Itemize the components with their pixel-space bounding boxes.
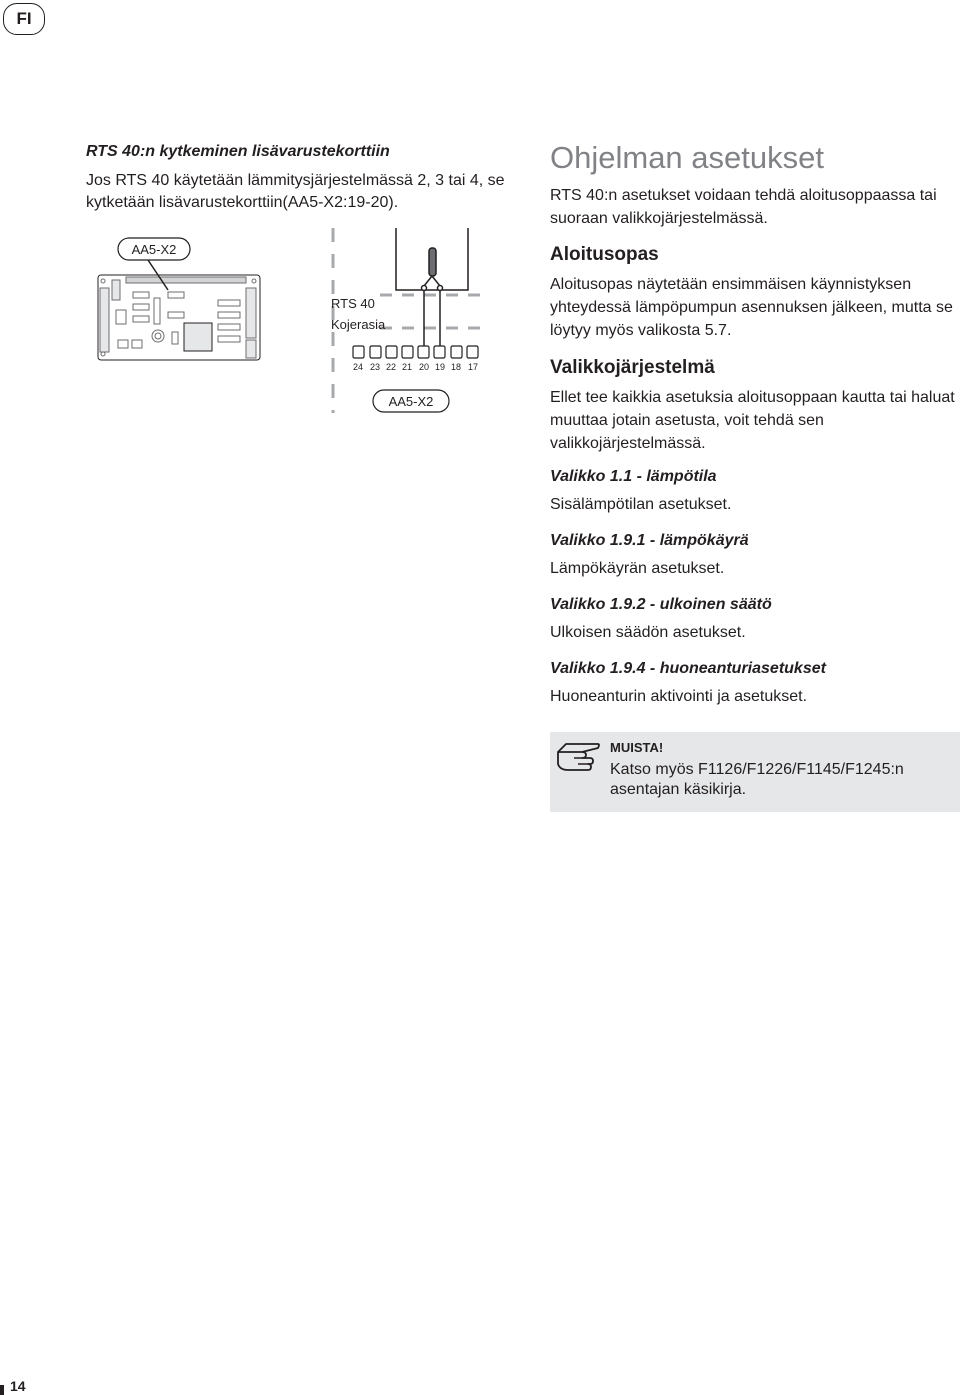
terminal-number: 20 — [418, 362, 430, 372]
menu-description: Huoneanturin aktivointi ja asetukset. — [550, 688, 808, 705]
menu-description: Lämpökäyrän asetukset. — [550, 560, 725, 577]
connection-paragraph: Jos RTS 40 käytetään lämmitysjärjestelmässä 2, 3 tai 4, se kytketään lisävarustekorttiin(AA5-X2:19-20). — [86, 172, 505, 211]
reminder-note — [550, 732, 960, 812]
terminal-number: 19 — [434, 362, 446, 372]
wiring-diagram — [88, 228, 483, 423]
pointing-hand-icon — [556, 742, 600, 772]
menu-title: Valikko 1.9.2 - ulkoinen säätö — [550, 596, 772, 613]
menu-title: Valikko 1.9.4 - huoneanturiasetukset — [550, 660, 826, 677]
circuit-board-illustration — [98, 275, 260, 360]
menu-system-paragraph: Ellet tee kaikkia asetuksia aloitusoppaan kautta tai haluat muuttaa jotain asetusta, voit tehdä sen valikkojärjestelmässä. — [550, 389, 955, 452]
menu-description: Sisälämpötilan asetukset. — [550, 496, 732, 513]
terminal-block — [353, 346, 478, 358]
terminal-number: 21 — [401, 362, 413, 372]
thermostat-illustration — [396, 228, 468, 353]
terminal-number: 17 — [467, 362, 479, 372]
note-text: Katso myös F1126/F1226/F1145/F1245:n asentajan käsikirja. — [610, 761, 904, 798]
junction-box-label: Kojerasia — [331, 317, 386, 332]
rts-40-label: RTS 40 — [331, 296, 375, 311]
page-title: Ohjelman asetukset — [550, 140, 824, 175]
section-heading-menu-system: Valikkojärjestelmä — [550, 357, 715, 378]
terminal-number: 24 — [352, 362, 364, 372]
note-title: MUISTA! — [610, 740, 664, 755]
terminal-number: 22 — [385, 362, 397, 372]
terminal-label: AA5-X2 — [388, 394, 434, 409]
menu-description: Ulkoisen säädön asetukset. — [550, 624, 746, 641]
intro-paragraph: RTS 40:n asetukset voidaan tehdä aloitusoppaassa tai suoraan valikkojärjestelmässä. — [550, 187, 937, 227]
page-edge-marker — [0, 1385, 4, 1395]
section-heading-startup-guide: Aloitusopas — [550, 244, 659, 265]
terminal-number: 18 — [450, 362, 462, 372]
startup-guide-paragraph: Aloitusopas näytetään ensimmäisen käynnistyksen yhteydessä lämpöpumpun asennuksen jälkeen, mutta se löytyy myös valikosta 5.7. — [550, 276, 953, 339]
board-label: AA5-X2 — [131, 242, 177, 257]
menu-title: Valikko 1.1 - lämpötila — [550, 468, 717, 485]
language-badge: FI — [3, 3, 45, 35]
section-heading-connection: RTS 40:n kytkeminen lisävarustekorttiin — [86, 143, 390, 160]
terminal-number: 23 — [369, 362, 381, 372]
menu-title: Valikko 1.9.1 - lämpökäyrä — [550, 532, 749, 549]
page-number: 14 — [10, 1378, 26, 1394]
